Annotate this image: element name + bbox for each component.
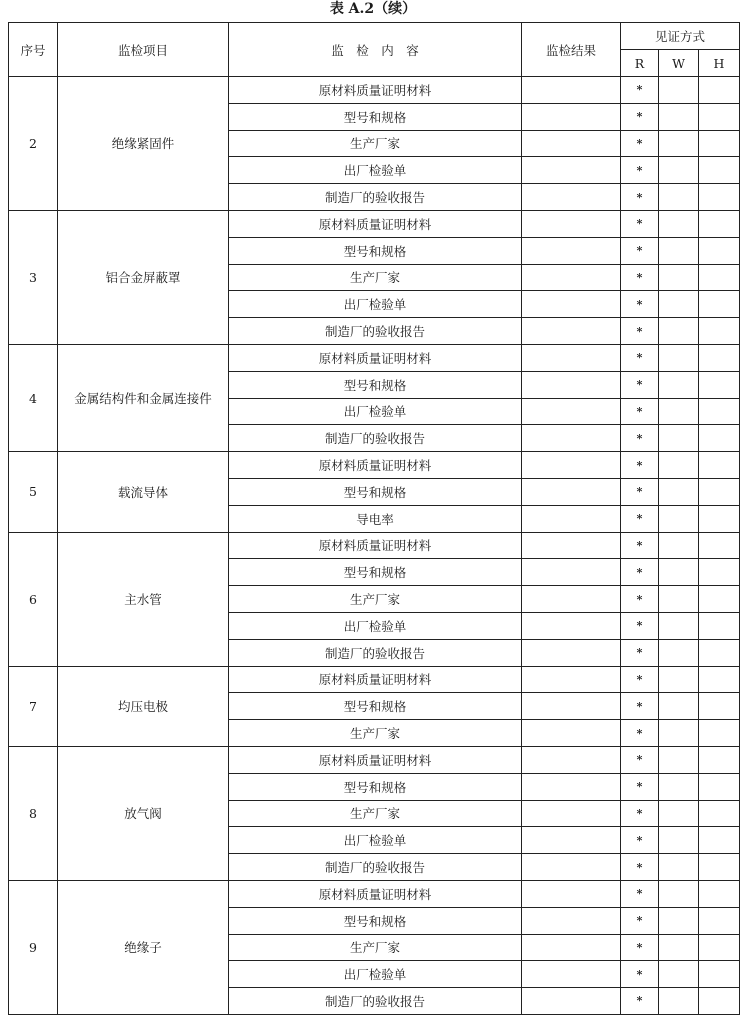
cell-r-mark: * bbox=[621, 720, 659, 747]
table-body bbox=[9, 77, 740, 1015]
cell-r-mark: * bbox=[621, 800, 659, 827]
cell-content: 型号和规格 bbox=[229, 237, 522, 264]
header-result: 监检结果 bbox=[522, 23, 621, 77]
cell-w bbox=[659, 425, 699, 452]
cell-result bbox=[522, 720, 621, 747]
cell-content: 制造厂的验收报告 bbox=[229, 639, 522, 666]
cell-h bbox=[699, 157, 740, 184]
cell-item: 均压电极 bbox=[58, 666, 229, 746]
cell-result bbox=[522, 827, 621, 854]
cell-item: 铝合金屏蔽罩 bbox=[58, 210, 229, 344]
cell-r-mark: * bbox=[621, 880, 659, 907]
cell-content: 制造厂的验收报告 bbox=[229, 184, 522, 211]
cell-content: 原材料质量证明材料 bbox=[229, 452, 522, 479]
cell-r-mark: * bbox=[621, 425, 659, 452]
cell-content: 型号和规格 bbox=[229, 693, 522, 720]
cell-h bbox=[699, 130, 740, 157]
cell-h bbox=[699, 237, 740, 264]
cell-content: 型号和规格 bbox=[229, 478, 522, 505]
cell-content: 型号和规格 bbox=[229, 559, 522, 586]
cell-content: 原材料质量证明材料 bbox=[229, 532, 522, 559]
table-row bbox=[9, 666, 740, 693]
cell-w bbox=[659, 988, 699, 1015]
cell-content: 原材料质量证明材料 bbox=[229, 746, 522, 773]
cell-result bbox=[522, 666, 621, 693]
cell-h bbox=[699, 693, 740, 720]
cell-result bbox=[522, 934, 621, 961]
cell-r-mark: * bbox=[621, 988, 659, 1015]
cell-content: 出厂检验单 bbox=[229, 398, 522, 425]
cell-h bbox=[699, 988, 740, 1015]
cell-h bbox=[699, 639, 740, 666]
header-r: R bbox=[621, 50, 659, 77]
cell-w bbox=[659, 666, 699, 693]
cell-item: 放气阀 bbox=[58, 746, 229, 880]
cell-r-mark: * bbox=[621, 371, 659, 398]
cell-w bbox=[659, 720, 699, 747]
cell-w bbox=[659, 612, 699, 639]
cell-w bbox=[659, 210, 699, 237]
cell-result bbox=[522, 77, 621, 104]
cell-item: 载流导体 bbox=[58, 452, 229, 532]
cell-result bbox=[522, 586, 621, 613]
cell-result bbox=[522, 130, 621, 157]
cell-result bbox=[522, 291, 621, 318]
cell-r-mark: * bbox=[621, 77, 659, 104]
header-witness: 见证方式 bbox=[621, 23, 740, 50]
cell-seq: 5 bbox=[9, 452, 58, 532]
cell-seq: 8 bbox=[9, 746, 58, 880]
cell-h bbox=[699, 452, 740, 479]
cell-h bbox=[699, 880, 740, 907]
cell-w bbox=[659, 130, 699, 157]
cell-h bbox=[699, 854, 740, 881]
cell-r-mark: * bbox=[621, 532, 659, 559]
cell-content: 原材料质量证明材料 bbox=[229, 344, 522, 371]
cell-item: 主水管 bbox=[58, 532, 229, 666]
cell-r-mark: * bbox=[621, 264, 659, 291]
cell-w bbox=[659, 478, 699, 505]
cell-r-mark: * bbox=[621, 130, 659, 157]
cell-h bbox=[699, 291, 740, 318]
cell-content: 原材料质量证明材料 bbox=[229, 666, 522, 693]
cell-content: 型号和规格 bbox=[229, 773, 522, 800]
cell-h bbox=[699, 559, 740, 586]
cell-r-mark: * bbox=[621, 639, 659, 666]
cell-result bbox=[522, 237, 621, 264]
cell-w bbox=[659, 157, 699, 184]
cell-h bbox=[699, 318, 740, 345]
cell-seq: 7 bbox=[9, 666, 58, 746]
cell-result bbox=[522, 478, 621, 505]
cell-w bbox=[659, 77, 699, 104]
cell-r-mark: * bbox=[621, 452, 659, 479]
cell-result bbox=[522, 639, 621, 666]
cell-content: 出厂检验单 bbox=[229, 157, 522, 184]
cell-r-mark: * bbox=[621, 559, 659, 586]
cell-w bbox=[659, 639, 699, 666]
cell-h bbox=[699, 478, 740, 505]
cell-r-mark: * bbox=[621, 478, 659, 505]
cell-result bbox=[522, 559, 621, 586]
cell-h bbox=[699, 827, 740, 854]
cell-h bbox=[699, 505, 740, 532]
cell-r-mark: * bbox=[621, 586, 659, 613]
cell-content: 型号和规格 bbox=[229, 371, 522, 398]
cell-w bbox=[659, 318, 699, 345]
cell-r-mark: * bbox=[621, 961, 659, 988]
cell-w bbox=[659, 291, 699, 318]
cell-content: 出厂检验单 bbox=[229, 612, 522, 639]
cell-h bbox=[699, 264, 740, 291]
cell-result bbox=[522, 344, 621, 371]
table-row bbox=[9, 210, 740, 237]
table-row bbox=[9, 77, 740, 104]
cell-content: 生产厂家 bbox=[229, 934, 522, 961]
cell-seq: 2 bbox=[9, 77, 58, 211]
cell-h bbox=[699, 746, 740, 773]
cell-result bbox=[522, 988, 621, 1015]
cell-content: 导电率 bbox=[229, 505, 522, 532]
cell-result bbox=[522, 880, 621, 907]
cell-content: 制造厂的验收报告 bbox=[229, 425, 522, 452]
cell-h bbox=[699, 184, 740, 211]
header-seq: 序号 bbox=[9, 23, 58, 77]
cell-h bbox=[699, 210, 740, 237]
cell-w bbox=[659, 264, 699, 291]
cell-r-mark: * bbox=[621, 210, 659, 237]
cell-w bbox=[659, 398, 699, 425]
cell-w bbox=[659, 934, 699, 961]
cell-r-mark: * bbox=[621, 746, 659, 773]
cell-w bbox=[659, 907, 699, 934]
cell-h bbox=[699, 934, 740, 961]
cell-result bbox=[522, 184, 621, 211]
cell-r-mark: * bbox=[621, 934, 659, 961]
cell-result bbox=[522, 800, 621, 827]
cell-w bbox=[659, 880, 699, 907]
cell-r-mark: * bbox=[621, 398, 659, 425]
cell-w bbox=[659, 559, 699, 586]
cell-w bbox=[659, 237, 699, 264]
cell-h bbox=[699, 532, 740, 559]
cell-result bbox=[522, 612, 621, 639]
cell-w bbox=[659, 184, 699, 211]
cell-content: 型号和规格 bbox=[229, 103, 522, 130]
cell-w bbox=[659, 800, 699, 827]
cell-h bbox=[699, 612, 740, 639]
cell-r-mark: * bbox=[621, 827, 659, 854]
cell-r-mark: * bbox=[621, 666, 659, 693]
cell-result bbox=[522, 773, 621, 800]
cell-r-mark: * bbox=[621, 693, 659, 720]
cell-r-mark: * bbox=[621, 237, 659, 264]
cell-result bbox=[522, 318, 621, 345]
cell-content: 制造厂的验收报告 bbox=[229, 318, 522, 345]
cell-h bbox=[699, 773, 740, 800]
cell-h bbox=[699, 398, 740, 425]
cell-w bbox=[659, 532, 699, 559]
cell-w bbox=[659, 452, 699, 479]
cell-seq: 4 bbox=[9, 344, 58, 451]
cell-content: 原材料质量证明材料 bbox=[229, 77, 522, 104]
cell-w bbox=[659, 344, 699, 371]
cell-h bbox=[699, 103, 740, 130]
cell-w bbox=[659, 371, 699, 398]
cell-result bbox=[522, 746, 621, 773]
cell-content: 型号和规格 bbox=[229, 907, 522, 934]
cell-r-mark: * bbox=[621, 318, 659, 345]
cell-content: 出厂检验单 bbox=[229, 961, 522, 988]
cell-content: 出厂检验单 bbox=[229, 291, 522, 318]
cell-w bbox=[659, 505, 699, 532]
table-row bbox=[9, 746, 740, 773]
cell-h bbox=[699, 666, 740, 693]
cell-seq: 9 bbox=[9, 880, 58, 1014]
table-row bbox=[9, 452, 740, 479]
cell-result bbox=[522, 264, 621, 291]
cell-r-mark: * bbox=[621, 907, 659, 934]
cell-h bbox=[699, 907, 740, 934]
header-item: 监检项目 bbox=[58, 23, 229, 77]
cell-r-mark: * bbox=[621, 157, 659, 184]
cell-content: 生产厂家 bbox=[229, 264, 522, 291]
cell-r-mark: * bbox=[621, 184, 659, 211]
cell-h bbox=[699, 720, 740, 747]
cell-w bbox=[659, 854, 699, 881]
table-row bbox=[9, 344, 740, 371]
table-row bbox=[9, 532, 740, 559]
cell-result bbox=[522, 398, 621, 425]
cell-content: 生产厂家 bbox=[229, 720, 522, 747]
cell-item: 绝缘子 bbox=[58, 880, 229, 1014]
cell-seq: 3 bbox=[9, 210, 58, 344]
cell-w bbox=[659, 693, 699, 720]
cell-content: 原材料质量证明材料 bbox=[229, 880, 522, 907]
cell-r-mark: * bbox=[621, 103, 659, 130]
table-row bbox=[9, 880, 740, 907]
cell-r-mark: * bbox=[621, 854, 659, 881]
cell-item: 绝缘紧固件 bbox=[58, 77, 229, 211]
header-h: H bbox=[699, 50, 740, 77]
cell-result bbox=[522, 425, 621, 452]
inspection-table bbox=[8, 22, 740, 1015]
cell-h bbox=[699, 961, 740, 988]
cell-h bbox=[699, 371, 740, 398]
cell-w bbox=[659, 746, 699, 773]
cell-item: 金属结构件和金属连接件 bbox=[58, 344, 229, 451]
cell-result bbox=[522, 907, 621, 934]
cell-h bbox=[699, 425, 740, 452]
cell-r-mark: * bbox=[621, 505, 659, 532]
cell-h bbox=[699, 344, 740, 371]
cell-result bbox=[522, 103, 621, 130]
cell-result bbox=[522, 693, 621, 720]
cell-r-mark: * bbox=[621, 612, 659, 639]
cell-h bbox=[699, 800, 740, 827]
header-w: W bbox=[659, 50, 699, 77]
cell-w bbox=[659, 586, 699, 613]
cell-content: 制造厂的验收报告 bbox=[229, 854, 522, 881]
cell-result bbox=[522, 371, 621, 398]
cell-h bbox=[699, 586, 740, 613]
cell-w bbox=[659, 827, 699, 854]
cell-seq: 6 bbox=[9, 532, 58, 666]
cell-r-mark: * bbox=[621, 291, 659, 318]
cell-result bbox=[522, 854, 621, 881]
cell-w bbox=[659, 773, 699, 800]
cell-result bbox=[522, 452, 621, 479]
cell-content: 生产厂家 bbox=[229, 130, 522, 157]
cell-content: 生产厂家 bbox=[229, 586, 522, 613]
cell-result bbox=[522, 210, 621, 237]
cell-h bbox=[699, 77, 740, 104]
table-caption: 表 A.2（续） bbox=[329, 1, 417, 17]
cell-content: 生产厂家 bbox=[229, 800, 522, 827]
cell-content: 原材料质量证明材料 bbox=[229, 210, 522, 237]
cell-w bbox=[659, 961, 699, 988]
cell-result bbox=[522, 505, 621, 532]
cell-content: 出厂检验单 bbox=[229, 827, 522, 854]
cell-w bbox=[659, 103, 699, 130]
cell-content: 制造厂的验收报告 bbox=[229, 988, 522, 1015]
cell-result bbox=[522, 532, 621, 559]
cell-r-mark: * bbox=[621, 773, 659, 800]
header-content: 监 检 内 容 bbox=[229, 23, 522, 77]
cell-result bbox=[522, 961, 621, 988]
cell-result bbox=[522, 157, 621, 184]
cell-r-mark: * bbox=[621, 344, 659, 371]
